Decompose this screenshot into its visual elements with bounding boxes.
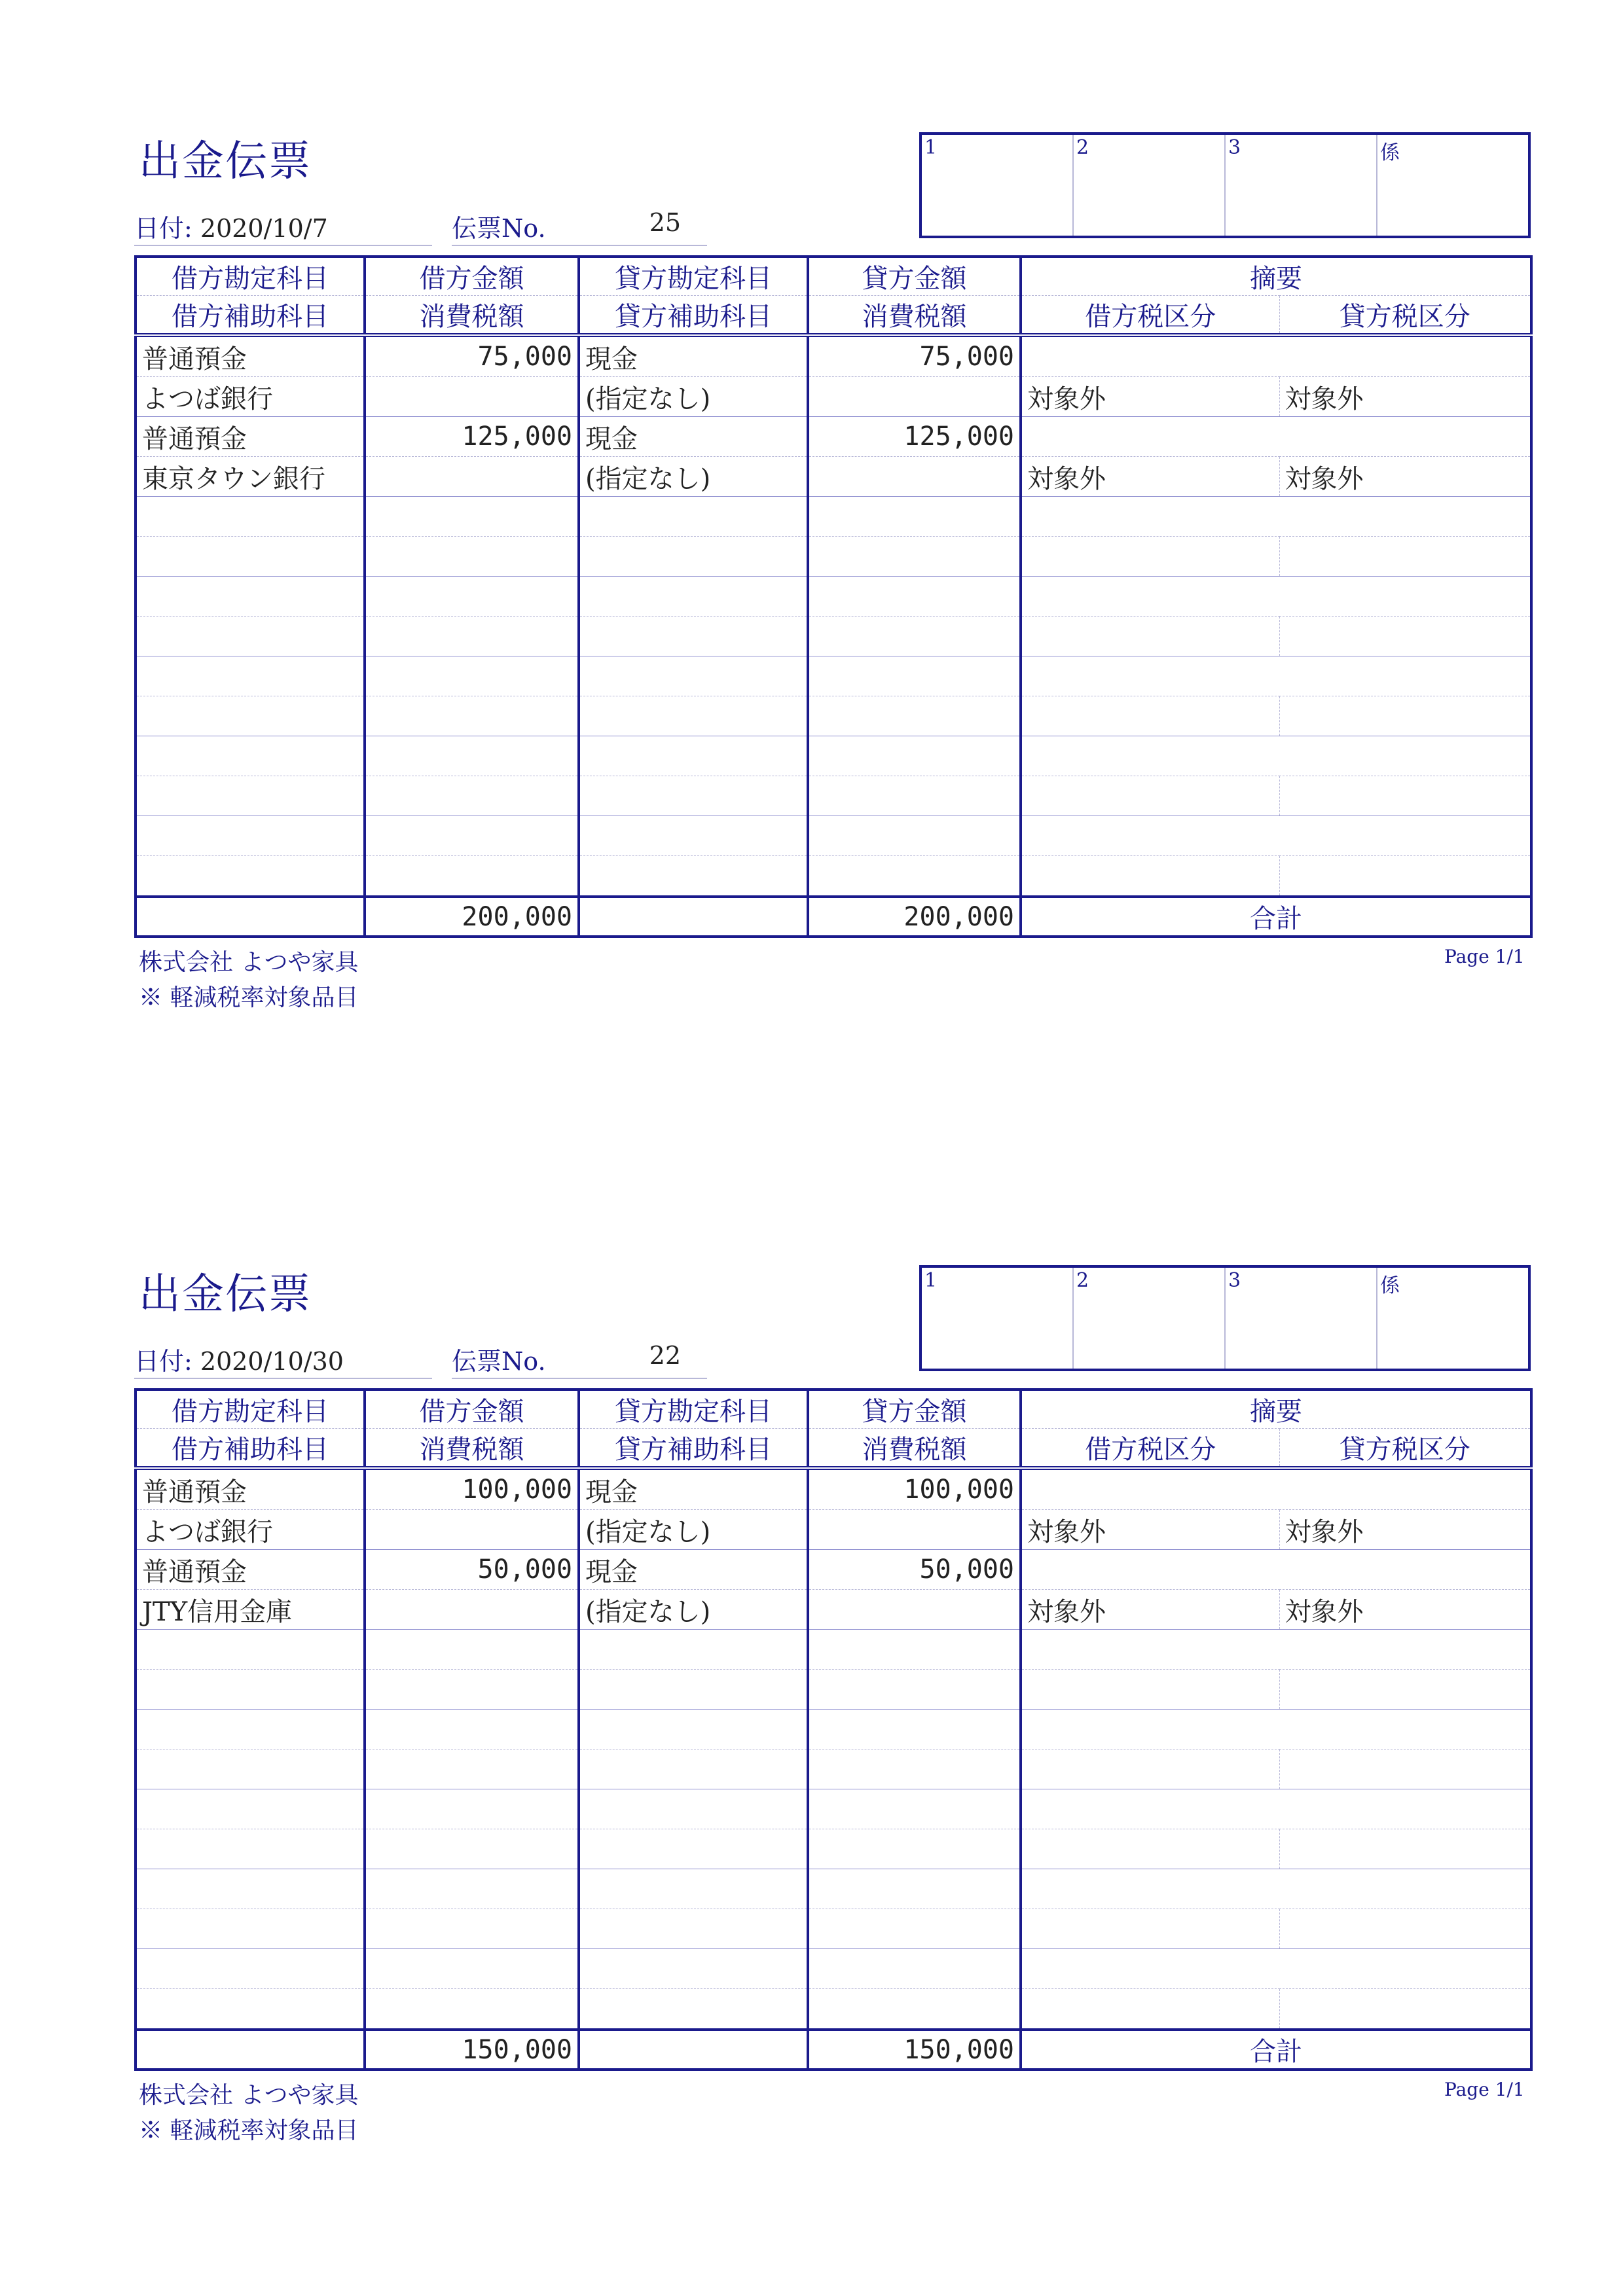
header-credit-tax-class: 貸方税区分 (1279, 296, 1531, 336)
voucher-title: 出金伝票 (139, 1270, 312, 1319)
tax-amount-1 (365, 1590, 579, 1630)
voucher-number-field (452, 1341, 707, 1379)
header-debit-tax-class: 借方税区分 (1021, 1429, 1279, 1469)
table-row-empty (136, 1789, 1531, 1829)
date-field (134, 1341, 432, 1379)
credit-amount: 100,000 (808, 1468, 1021, 1510)
credit-sub-account: (指定なし) (579, 1510, 808, 1550)
debit-sub-account: JTY信用金庫 (136, 1590, 365, 1630)
credit-sub-account: (指定なし) (579, 1590, 808, 1630)
page-number: Page 1/1 (1444, 946, 1525, 967)
credit-tax-class: 対象外 (1279, 1590, 1531, 1630)
approval-cell-1: 1 (924, 136, 938, 159)
credit-tax-class: 対象外 (1279, 457, 1531, 497)
debit-sub-account: よつば銀行 (136, 1510, 365, 1550)
debit-account: 普通預金 (136, 417, 365, 457)
table-row (136, 1510, 1531, 1550)
tax-amount-1 (365, 457, 579, 497)
header-credit-account: 貸方勘定科目 (579, 257, 808, 296)
credit-amount: 75,000 (808, 335, 1021, 377)
approval-cell-2: 2 (1072, 135, 1224, 236)
header-row-2 (136, 296, 1531, 336)
header-debit-sub: 借方補助科目 (136, 296, 365, 336)
table-row-empty (136, 617, 1531, 656)
table-row (136, 377, 1531, 417)
debit-account: 普通預金 (136, 335, 365, 377)
voucher-1 (0, 0, 1623, 1113)
header-credit-amount: 貸方金額 (808, 257, 1021, 296)
table-row-empty (136, 1749, 1531, 1789)
total-label: 合計 (1021, 2030, 1531, 2070)
table-row-empty (136, 1710, 1531, 1749)
memo-cell (1021, 1468, 1531, 1510)
total-row (136, 2030, 1531, 2070)
approval-cell-staff: 係 (1376, 135, 1528, 236)
debit-amount: 100,000 (365, 1468, 579, 1510)
company-name: 株式会社 よつや家具 (139, 2082, 359, 2109)
table-row-empty (136, 696, 1531, 736)
tax-amount-1 (365, 377, 579, 417)
header-row-1 (136, 257, 1531, 296)
table-row-empty (136, 1829, 1531, 1869)
credit-account: 現金 (579, 335, 808, 377)
table-row-empty (136, 497, 1531, 537)
approval-stamp-box (919, 1265, 1531, 1371)
table-row (136, 457, 1531, 497)
voucher-number-field (452, 208, 707, 246)
voucher-number-label: 伝票No. (452, 214, 546, 243)
credit-sub-account: (指定なし) (579, 457, 808, 497)
debit-amount: 125,000 (365, 417, 579, 457)
header-credit-account: 貸方勘定科目 (579, 1390, 808, 1429)
approval-cell-3: 3 (1224, 1268, 1376, 1369)
company-name: 株式会社 よつや家具 (139, 949, 359, 976)
voucher-number-value: 22 (649, 1341, 681, 1370)
header-credit-sub: 貸方補助科目 (579, 1429, 808, 1469)
debit-tax-class: 対象外 (1021, 457, 1279, 497)
memo-cell (1021, 1550, 1531, 1590)
voucher-number-value: 25 (649, 208, 681, 237)
credit-tax-class: 対象外 (1279, 1510, 1531, 1550)
tax-amount-1 (365, 1510, 579, 1550)
total-debit: 200,000 (365, 897, 579, 937)
header-debit-account: 借方勘定科目 (136, 1390, 365, 1429)
table-row-empty (136, 577, 1531, 617)
date-label: 日付: (134, 1347, 192, 1376)
total-debit: 150,000 (365, 2030, 579, 2070)
tax-amount-2 (808, 1510, 1021, 1550)
header-memo: 摘要 (1021, 1390, 1531, 1429)
header-memo: 摘要 (1021, 257, 1531, 296)
journal-table (134, 1388, 1533, 2071)
table-row (136, 1550, 1531, 1590)
page-number: Page 1/1 (1444, 2079, 1525, 2100)
header-tax-2: 消費税額 (808, 296, 1021, 336)
table-row-empty (136, 656, 1531, 696)
table-row-empty (136, 856, 1531, 897)
table-row (136, 1468, 1531, 1510)
header-debit-amount: 借方金額 (365, 257, 579, 296)
table-row-empty (136, 776, 1531, 816)
table-row-empty (136, 1989, 1531, 2030)
table-row (136, 417, 1531, 457)
debit-amount: 50,000 (365, 1550, 579, 1590)
date-label: 日付: (134, 214, 192, 243)
table-row-empty (136, 1670, 1531, 1710)
journal-table (134, 255, 1533, 938)
credit-account: 現金 (579, 1550, 808, 1590)
table-row-empty (136, 1869, 1531, 1909)
header-row-1 (136, 1390, 1531, 1429)
voucher-title: 出金伝票 (139, 137, 312, 186)
table-row-empty (136, 736, 1531, 776)
credit-tax-class: 対象外 (1279, 377, 1531, 417)
header-row-2 (136, 1429, 1531, 1469)
header-tax-2: 消費税額 (808, 1429, 1021, 1469)
debit-tax-class: 対象外 (1021, 1590, 1279, 1630)
total-row (136, 897, 1531, 937)
header-debit-tax-class: 借方税区分 (1021, 296, 1279, 336)
credit-sub-account: (指定なし) (579, 377, 808, 417)
header-debit-amount: 借方金額 (365, 1390, 579, 1429)
date-value: 2020/10/7 (200, 214, 328, 243)
approval-cell-3: 3 (1224, 135, 1376, 236)
total-label: 合計 (1021, 897, 1531, 937)
debit-sub-account: よつば銀行 (136, 377, 365, 417)
memo-cell (1021, 417, 1531, 457)
reduced-tax-note: ※ 軽減税率対象品目 (139, 2117, 359, 2144)
total-credit: 200,000 (808, 897, 1021, 937)
table-row-empty (136, 1949, 1531, 1989)
date-field (134, 208, 432, 246)
credit-amount: 125,000 (808, 417, 1021, 457)
table-row (136, 1590, 1531, 1630)
credit-amount: 50,000 (808, 1550, 1021, 1590)
tax-amount-2 (808, 457, 1021, 497)
approval-cell-1: 1 (924, 1269, 938, 1292)
table-row (136, 335, 1531, 377)
table-row-empty (136, 1909, 1531, 1949)
date-value: 2020/10/30 (200, 1347, 344, 1376)
header-debit-sub: 借方補助科目 (136, 1429, 365, 1469)
tax-amount-2 (808, 377, 1021, 417)
memo-cell (1021, 335, 1531, 377)
debit-account: 普通預金 (136, 1550, 365, 1590)
table-row-empty (136, 1630, 1531, 1670)
approval-cell-staff: 係 (1376, 1268, 1528, 1369)
header-tax-1: 消費税額 (365, 296, 579, 336)
total-credit: 150,000 (808, 2030, 1021, 2070)
voucher-2 (0, 1133, 1623, 2246)
debit-tax-class: 対象外 (1021, 1510, 1279, 1550)
header-credit-tax-class: 貸方税区分 (1279, 1429, 1531, 1469)
credit-account: 現金 (579, 417, 808, 457)
table-row-empty (136, 537, 1531, 577)
reduced-tax-note: ※ 軽減税率対象品目 (139, 984, 359, 1011)
debit-sub-account: 東京タウン銀行 (136, 457, 365, 497)
header-tax-1: 消費税額 (365, 1429, 579, 1469)
debit-tax-class: 対象外 (1021, 377, 1279, 417)
voucher-number-label: 伝票No. (452, 1347, 546, 1376)
header-debit-account: 借方勘定科目 (136, 257, 365, 296)
credit-account: 現金 (579, 1468, 808, 1510)
approval-cell-2: 2 (1072, 1268, 1224, 1369)
table-row-empty (136, 816, 1531, 856)
approval-stamp-box (919, 132, 1531, 238)
tax-amount-2 (808, 1590, 1021, 1630)
debit-account: 普通預金 (136, 1468, 365, 1510)
header-credit-sub: 貸方補助科目 (579, 296, 808, 336)
header-credit-amount: 貸方金額 (808, 1390, 1021, 1429)
debit-amount: 75,000 (365, 335, 579, 377)
